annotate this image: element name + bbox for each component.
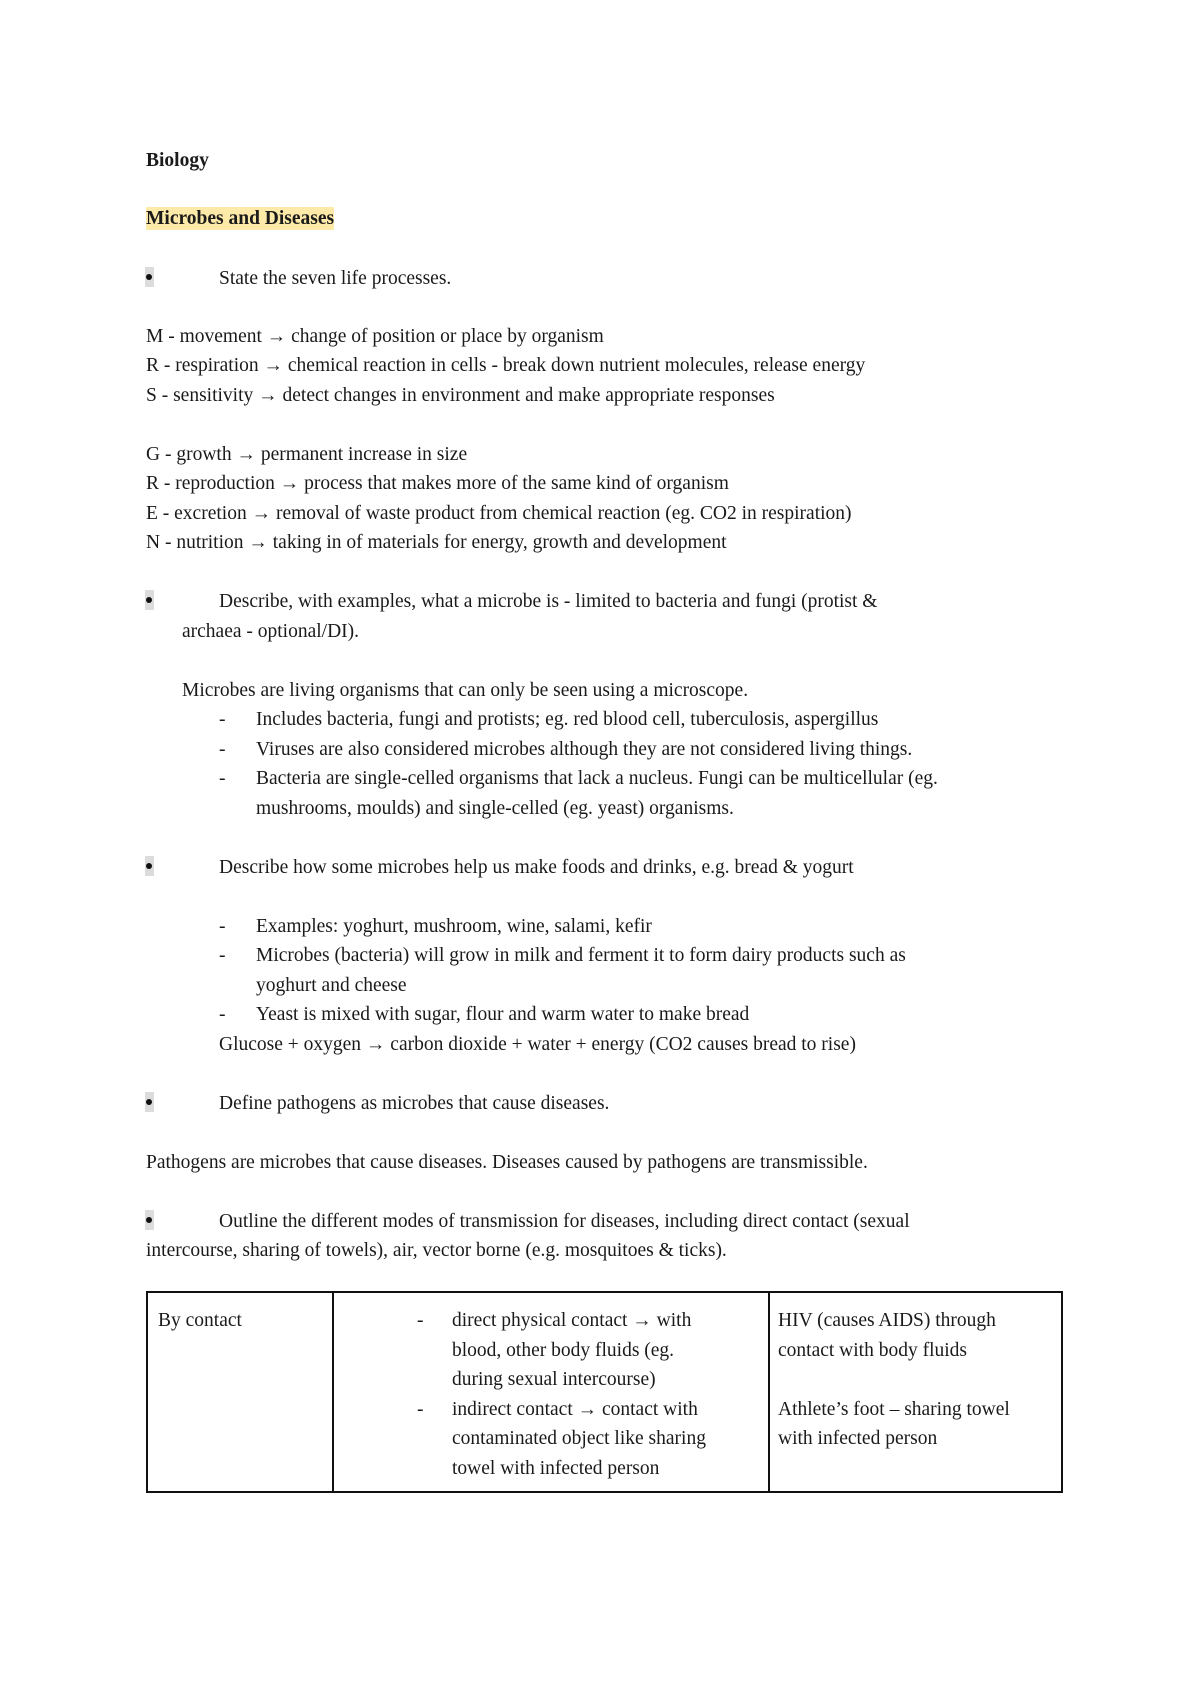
life-process-sensitivity: S - sensitivity → detect changes in environment and make appropriate responses	[146, 385, 775, 406]
transmission-table	[146, 1291, 1063, 1493]
mode-cell	[147, 1292, 333, 1492]
q5-prompt-line2: intercourse, sharing of towels), air, vector borne (e.g. mosquitoes & ticks).	[146, 1240, 727, 1261]
direct-contact-line3: during sexual intercourse)	[452, 1369, 656, 1390]
hiv-example-line1: HIV (causes AIDS) through	[778, 1310, 996, 1331]
bullet-icon	[145, 1092, 154, 1112]
bullet-icon	[145, 1210, 154, 1230]
food-point-1: Examples: yoghurt, mushroom, wine, salami, kefir	[256, 916, 652, 937]
hiv-example-line2: contact with body fluids	[778, 1340, 968, 1361]
microbe-point-3-line2: mushrooms, moulds) and single-celled (eg. yeast) organisms.	[256, 798, 734, 819]
food-point-2-line2: yoghurt and cheese	[256, 975, 407, 996]
q3-prompt: Describe how some microbes help us make foods and drinks, e.g. bread & yogurt	[219, 857, 854, 878]
microbe-point-2: Viruses are also considered microbes although they are not considered living things.	[256, 739, 913, 760]
microbe-point-3-line1: Bacteria are single-celled organisms that lack a nucleus. Fungi can be multicellular (eg.	[256, 768, 938, 789]
life-process-excretion: E - excretion → removal of waste product from chemical reaction (eg. CO2 in respiration)	[146, 503, 852, 524]
q4-prompt: Define pathogens as microbes that cause diseases.	[219, 1093, 610, 1114]
section-title	[146, 209, 334, 229]
indirect-contact-line2: contaminated object like sharing	[452, 1428, 706, 1449]
q2-prompt-line1: Describe, with examples, what a microbe is - limited to bacteria and fungi (protist &	[219, 591, 878, 612]
direct-contact-line2: blood, other body fluids (eg.	[452, 1340, 675, 1361]
food-point-3: Yeast is mixed with sugar, flour and warm water to make bread	[256, 1004, 750, 1025]
q2-prompt-line2: archaea - optional/DI).	[182, 621, 360, 642]
doc-title: Biology	[146, 150, 209, 171]
food-point-2-line1: Microbes (bacteria) will grow in milk and ferment it to form dairy products such as	[256, 945, 906, 966]
dash-icon: -	[219, 1004, 226, 1025]
microbe-definition: Microbes are living organisms that can only be seen using a microscope.	[182, 680, 749, 701]
bullet-icon	[145, 267, 154, 287]
dash-icon: -	[219, 709, 226, 730]
pathogen-definition: Pathogens are microbes that cause diseases. Diseases caused by pathogens are transmissible.	[146, 1152, 868, 1173]
q1-prompt: State the seven life processes.	[219, 268, 452, 289]
dash-icon: -	[219, 739, 226, 760]
example-cell	[769, 1292, 1062, 1492]
q5-prompt-line1: Outline the different modes of transmission for diseases, including direct contact (sexual	[219, 1211, 910, 1232]
dash-icon: -	[219, 916, 226, 937]
athletes-foot-line1: Athlete’s foot – sharing towel	[778, 1399, 1010, 1420]
athletes-foot-line2: with infected person	[778, 1428, 938, 1449]
description-cell	[333, 1292, 769, 1492]
mode-label: By contact	[158, 1310, 242, 1331]
direct-contact-line1: direct physical contact → with	[452, 1310, 692, 1331]
life-process-growth: G - growth → permanent increase in size	[146, 444, 468, 465]
bullet-icon	[145, 856, 154, 876]
dash-icon: -	[417, 1399, 424, 1420]
life-process-movement: M - movement → change of position or place by organism	[146, 326, 604, 347]
table-row	[147, 1292, 1062, 1492]
indirect-contact-line3: towel with infected person	[452, 1458, 660, 1479]
microbe-point-1: Includes bacteria, fungi and protists; eg. red blood cell, tuberculosis, aspergillus	[256, 709, 879, 730]
life-process-reproduction: R - reproduction → process that makes more of the same kind of organism	[146, 473, 729, 494]
indirect-contact-line1: indirect contact → contact with	[452, 1399, 698, 1420]
life-process-nutrition: N - nutrition → taking in of materials for energy, growth and development	[146, 532, 727, 553]
dash-icon: -	[219, 945, 226, 966]
section-title-highlight: Microbes and Diseases	[146, 208, 335, 229]
life-process-respiration: R - respiration → chemical reaction in cells - break down nutrient molecules, release energy	[146, 355, 866, 376]
fermentation-equation: Glucose + oxygen → carbon dioxide + water + energy (CO2 causes bread to rise)	[219, 1034, 856, 1055]
dash-icon: -	[417, 1310, 424, 1331]
bullet-icon	[145, 590, 154, 610]
dash-icon: -	[219, 768, 226, 789]
